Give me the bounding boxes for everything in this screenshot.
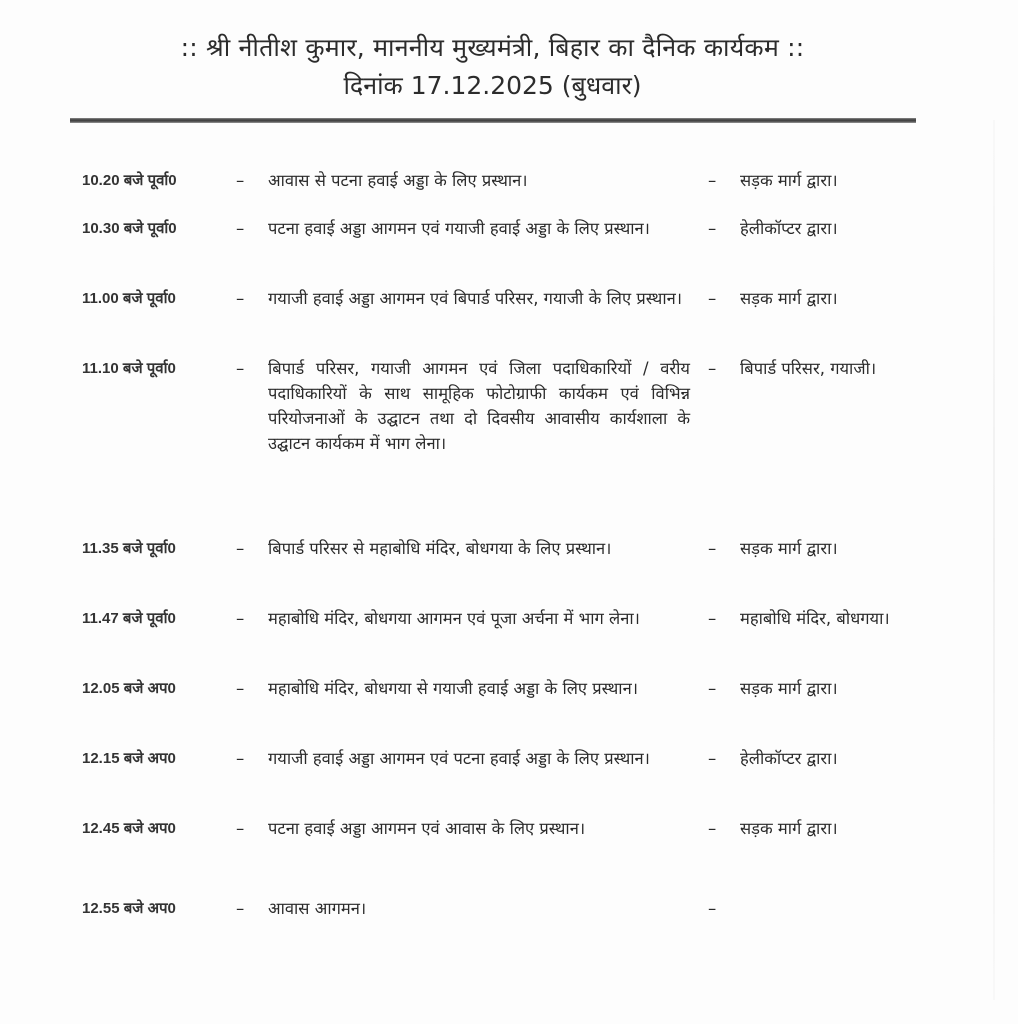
schedule-description: आवास से पटना हवाई अड्डा के लिए प्रस्थान। (268, 171, 528, 190)
schedule-time: 12.45 बजे अप0 (82, 820, 176, 837)
travel-mode: हेलीकॉप्टर द्वारा। (740, 219, 838, 238)
time-separator: – (236, 609, 245, 628)
schedule-description: गयाजी हवाई अड्डा आगमन एवं पटना हवाई अड्डा के लिए प्रस्थान। (268, 749, 650, 768)
mode-separator: – (708, 609, 717, 628)
time-separator: – (236, 219, 245, 238)
schedule-time: 12.15 बजे अप0 (82, 750, 176, 767)
travel-mode: सड़क मार्ग द्वारा। (740, 539, 838, 558)
schedule-description: बिपार्ड परिसर, गयाजी आगमन एवं जिला पदाधिकारियों / वरीय पदाधिकारियों के साथ सामूहिक फोटोग्राफी कार्यकम एवं विभिन्न परियोजनाओं के उद्घाटन तथा दो दिवसीय आवासीय कार्यशाला के उद्घाटन कार्यकम में भाग लेना। (268, 359, 690, 453)
schedule-description: महाबोधि मंदिर, बोधगया से गयाजी हवाई अड्डा के लिए प्रस्थान। (268, 679, 638, 698)
schedule-description: महाबोधि मंदिर, बोधगया आगमन एवं पूजा अर्चना में भाग लेना। (268, 609, 640, 628)
mode-separator: – (708, 899, 717, 918)
time-separator: – (236, 359, 245, 378)
time-separator: – (236, 749, 245, 768)
travel-mode: हेलीकॉप्टर द्वारा। (740, 749, 838, 768)
time-separator: – (236, 289, 245, 308)
document-date: दिनांक 17.12.2025 (बुधवार) (343, 71, 642, 100)
header-divider (70, 118, 916, 123)
time-separator: – (236, 539, 245, 558)
schedule-time: 11.47 बजे पूर्वा0 (82, 610, 176, 627)
schedule-description: आवास आगमन। (268, 899, 367, 918)
schedule-time: 10.20 बजे पूर्वा0 (82, 172, 177, 189)
time-separator: – (236, 819, 245, 838)
mode-separator: – (708, 289, 717, 308)
schedule-time: 12.05 बजे अप0 (82, 680, 176, 697)
mode-separator: – (708, 539, 717, 558)
schedule-time: 12.55 बजे अप0 (82, 900, 176, 917)
mode-separator: – (708, 359, 717, 378)
mode-separator: – (708, 679, 717, 698)
schedule-description: पटना हवाई अड्डा आगमन एवं आवास के लिए प्रस्थान। (268, 819, 586, 838)
mode-separator: – (708, 749, 717, 768)
time-separator: – (236, 899, 245, 918)
travel-mode: सड़क मार्ग द्वारा। (740, 679, 838, 698)
schedule-description: गयाजी हवाई अड्डा आगमन एवं बिपार्ड परिसर, गयाजी के लिए प्रस्थान। (268, 289, 683, 308)
travel-mode: सड़क मार्ग द्वारा। (740, 819, 838, 838)
document-title: :: श्री नीतीश कुमार, माननीय मुख्यमंत्री, बिहार का दैनिक कार्यकम :: (180, 33, 805, 62)
time-separator: – (236, 679, 245, 698)
scan-edge-shadow (993, 120, 995, 1000)
mode-separator: – (708, 819, 717, 838)
mode-separator: – (708, 171, 717, 190)
schedule-time: 10.30 बजे पूर्वा0 (82, 220, 177, 237)
travel-mode: सड़क मार्ग द्वारा। (740, 289, 838, 308)
schedule-time: 11.10 बजे पूर्वा0 (82, 360, 176, 377)
travel-mode: सड़क मार्ग द्वारा। (740, 171, 838, 190)
time-separator: – (236, 171, 245, 190)
schedule-description: पटना हवाई अड्डा आगमन एवं गयाजी हवाई अड्डा के लिए प्रस्थान। (268, 219, 650, 238)
document-header (70, 30, 915, 104)
schedule-time: 11.35 बजे पूर्वा0 (82, 540, 176, 557)
travel-mode: महाबोधि मंदिर, बोधगया। (740, 609, 890, 628)
schedule-description: बिपार्ड परिसर से महाबोधि मंदिर, बोधगया के लिए प्रस्थान। (268, 539, 612, 558)
mode-separator: – (708, 219, 717, 238)
travel-mode: बिपार्ड परिसर, गयाजी। (740, 359, 877, 378)
schedule-time: 11.00 बजे पूर्वा0 (82, 290, 176, 307)
